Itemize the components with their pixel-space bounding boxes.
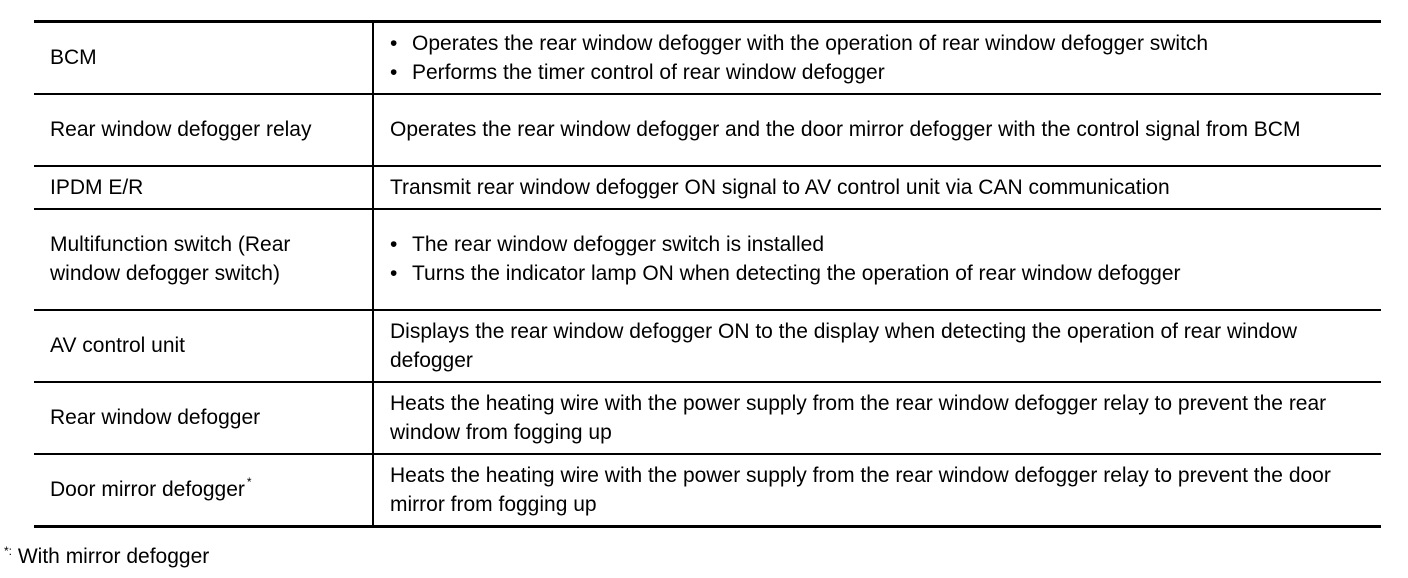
table-row xyxy=(34,209,1381,310)
function-bullet-list xyxy=(390,29,1373,87)
list-item: • Operates the rear window defogger with the operation of rear window defogger switch xyxy=(390,29,1373,58)
function-cell: Displays the rear window defogger ON to the display when detecting the operation of rear window defogger xyxy=(373,310,1381,382)
list-item: • Turns the indicator lamp ON when detecting the operation of rear window defogger xyxy=(390,259,1373,288)
function-cell: Operates the rear window defogger and the door mirror defogger with the control signal from BCM xyxy=(373,94,1381,166)
footnote xyxy=(4,538,209,570)
table-row xyxy=(34,166,1381,209)
footnote-text: With mirror defogger xyxy=(17,545,210,568)
table-row xyxy=(34,94,1381,166)
component-cell: BCM xyxy=(34,22,373,94)
footnote-mark: * xyxy=(246,475,252,490)
component-cell xyxy=(34,454,373,527)
table-row xyxy=(34,382,1381,454)
component-cell: Rear window defogger xyxy=(34,382,373,454)
table-row xyxy=(34,22,1381,94)
component-function-table xyxy=(34,20,1381,528)
component-name: Door mirror defogger xyxy=(50,478,245,502)
list-item: • Performs the timer control of rear window defogger xyxy=(390,58,1373,87)
function-cell: Heats the heating wire with the power supply from the rear window defogger relay to prevent the rear window from fogging up xyxy=(373,382,1381,454)
component-cell: AV control unit xyxy=(34,310,373,382)
function-cell: Transmit rear window defogger ON signal to AV control unit via CAN communication xyxy=(373,166,1381,209)
function-cell xyxy=(373,209,1381,310)
function-cell xyxy=(373,22,1381,94)
table-row xyxy=(34,310,1381,382)
component-cell: Rear window defogger relay xyxy=(34,94,373,166)
function-bullet-list xyxy=(390,230,1373,288)
component-cell: Multifunction switch (Rear window defogger switch) xyxy=(34,209,373,310)
component-cell: IPDM E/R xyxy=(34,166,373,209)
list-item: • The rear window defogger switch is installed xyxy=(390,230,1373,259)
table-row xyxy=(34,454,1381,527)
footnote-mark: *: xyxy=(4,544,13,558)
function-cell: Heats the heating wire with the power supply from the rear window defogger relay to prevent the door mirror from fogging up xyxy=(373,454,1381,527)
